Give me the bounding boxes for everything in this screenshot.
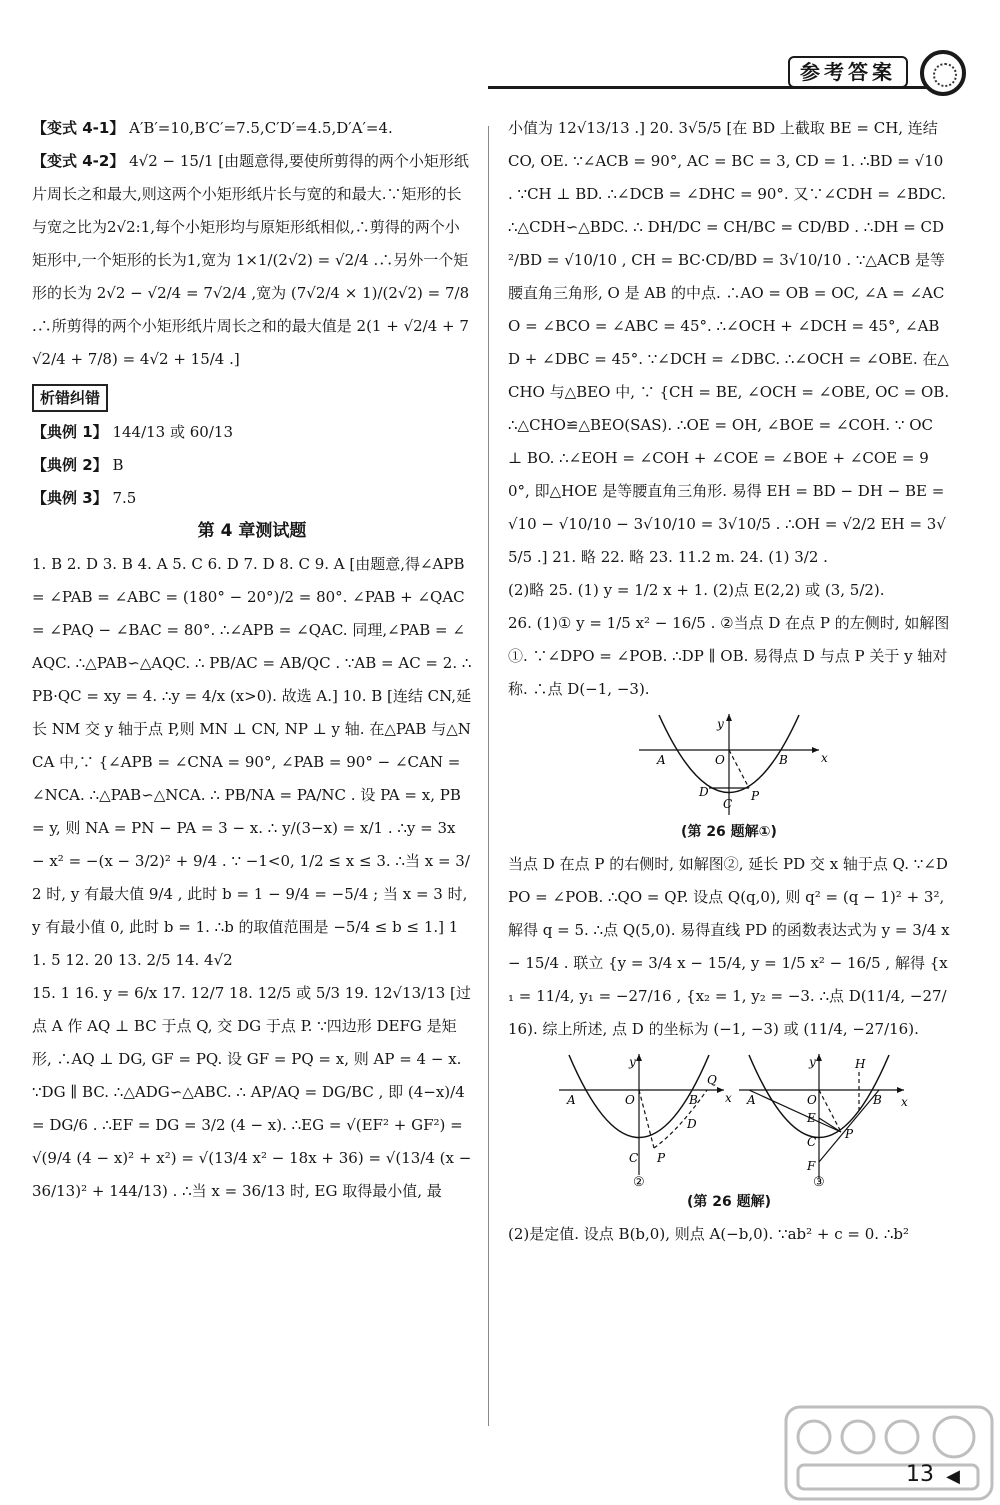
fig1-c-label: C [723, 797, 733, 811]
example-1 [32, 416, 472, 449]
right-column [508, 112, 950, 1251]
example-2-text: B [112, 456, 124, 474]
fig1-p-label: P [751, 789, 760, 803]
fig3-e-label: E [807, 1111, 816, 1125]
fig3-p-label: P [845, 1127, 854, 1141]
watermark-logo [784, 1405, 994, 1501]
fig3-a-label: A [747, 1093, 756, 1107]
fig1-o-label: O [715, 753, 725, 767]
test-answers-1-14: 1. B 2. D 3. B 4. A 5. C 6. D 7. D 8. C 9. A [由题意,得∠APB = ∠PAB = ∠ABC = (180° − 20°)/2 = 80°. ∠PAB + ∠QAC = ∠PAQ − ∠BAC = 80°. ∴∠APB = ∠QAC. 同理,∠PAB = ∠AQC. ∴△PAB∽△AQC. ∴ PB/AC = AB/QC . ∵AB = AC = 2. ∴PB·QC = xy = 4. ∴y = 4/x (x>0). 故选 A.] 10. B [连结 CN,延长 NM 交 y 轴于点 P,则 MN ⊥ CN, NP ⊥ y 轴. 在△PAB 与△NCA 中,∵ {∠APB = ∠CNA = 90°, ∠PAB = 90° − ∠CAN = ∠NCA. ∴△PAB∽△NCA. ∴ PB/NA = PA/NC . 设 PA = x, PB = y, 则 NA = PN − PA = 3 − x. ∴ y/(3−x) = x/1 . ∴y = 3x − x² = −(x − 3/2)² + 9/4 . ∵ −1<0, 1/2 ≤ x ≤ 3. ∴当 x = 3/2 时, y 有最大值 9/4 , 此时 b = 1 − 9/4 = −5/4 ; 当 x = 3 时, y 有最小值 0, 此时 b = 1. ∴b 的取值范围是 −5/4 ≤ b ≤ 1.] 11. 5 12. 20 13. 2/5 14. 4√2 [32, 555, 472, 969]
fig3-number-label: ③ [813, 1175, 825, 1190]
answer-26-part1: 26. (1)① y = 1/5 x² − 16/5 . ②当点 D 在点 P 的左侧时, 如解图①. ∵∠DPO = ∠POB. ∴DP ∥ OB. 易得点 D 与点 P 关于 y 轴对称. ∴点 D(−1, −3). [508, 614, 950, 698]
fig3-y-label: y [809, 1055, 816, 1069]
answer-26-part3: (2)是定值. 设点 B(b,0), 则点 A(−b,0). ∵ab² + c = 0. ∴b² [508, 1225, 910, 1243]
variant-4-2-tag: 【变式 4-2】 [32, 152, 125, 170]
example-3 [32, 482, 472, 515]
figure-26-2-3 [508, 1050, 950, 1214]
left-column [32, 112, 472, 1208]
fig3-o-label: O [807, 1093, 817, 1107]
fig1-y-label: y [717, 717, 724, 731]
figure-26-1 [508, 710, 950, 844]
chapter-4-test-title: 第 4 章测试题 [197, 521, 307, 541]
fig2-q-label: Q [707, 1073, 717, 1087]
variant-4-1-tag: 【变式 4-1】 [32, 119, 125, 137]
diagram-3 [739, 1054, 908, 1190]
answer-26-part2: 当点 D 在点 P 的右侧时, 如解图②, 延长 PD 交 x 轴于点 Q. ∵∠DPO = ∠POB. ∴QO = QP. 设点 Q(q,0), 则 q² = (q − 1)² + 3², 解得 q = 5. ∴点 Q(5,0). 易得直线 PD 的函数表达式为 y = 3/4 x − 15/4 . 联立 {y = 3/4 x − 15/4, y = 1/5 x² − 16/5 , 解得 {x₁ = 11/4, y₁ = −27/16 , {x₂ = 1, y₂ = −3. ∴点 D(11/4, −27/16). 综上所述, 点 D 的坐标为 (−1, −3) 或 (11/4, −27/16). [508, 855, 950, 1038]
parabola-diagram-1 [629, 710, 829, 820]
fig2-d-label: D [687, 1117, 697, 1131]
fig2-b-label: B [689, 1093, 698, 1107]
fig1-a-label: A [657, 753, 666, 767]
fig1-x-label: x [821, 751, 828, 765]
diagram-2 [559, 1054, 732, 1190]
test-answers-15-19: 15. 1 16. y = 6/x 17. 12/7 18. 12/5 或 5/3 19. 12√13/13 [过点 A 作 AQ ⊥ BC 于点 Q, 交 DG 于点 P. ∵四边形 DEFG 是矩形, ∴AQ ⊥ DG, GF = PQ. 设 GF = PQ = x, 则 AP = 4 − x. ∵DG ∥ BC. ∴△ADG∽△ABC. ∴ AP/AQ = DG/BC , 即 (4−x)/4 = DG/6 . ∴EF = DG = 3/2 (4 − x). ∴EG = √(EF² + GF²) = √(9/4 (4 − x)² + x²) = √(13/4 x² − 18x + 36) = √(13/4 (x − 36/13)² + 144/13) . ∴当 x = 36/13 时, EG 取得最小值, 最 [32, 984, 472, 1200]
example-2-tag: 【典例 2】 [32, 456, 108, 474]
column-divider [488, 126, 489, 1426]
variant-4-1 [32, 112, 472, 145]
fig2-y-label: y [629, 1055, 636, 1069]
variant-4-1-text: A′B′=10,B′C′=7.5,C′D′=4.5,D′A′=4. [129, 119, 393, 137]
page-number: 13 [906, 1462, 934, 1487]
fig1-b-label: B [779, 753, 788, 767]
answers-19-24: 小值为 12√13/13 .] 20. 3√5/5 [在 BD 上截取 BE = CH, 连结 CO, OE. ∵∠ACB = 90°, AC = BC = 3, CD = 1. ∴BD = √10 . ∵CH ⊥ BD. ∴∠DCB = ∠DHC = 90°. 又∵∠CDH = ∠BDC. ∴△CDH∽△BDC. ∴ DH/DC = CH/BC = CD/BD . ∴DH = CD²/BD = √10/10 , CH = BC·CD/BD = 3√10/10 . ∵△ACB 是等腰直角三角形, O 是 AB 的中点. ∴AO = OB = OC, ∠A = ∠ACO = ∠BCO = ∠ABC = 45°. ∴∠OCH + ∠DCH = 45°, ∠ABD + ∠DBC = 45°. ∵∠DCH = ∠DBC. ∴∠OCH = ∠OBE. 在△CHO 与△BEO 中, ∵ {CH = BE, ∠OCH = ∠OBE, OC = OB. ∴△CHO≌△BEO(SAS). ∴OE = OH, ∠BOE = ∠COH. ∵ OC ⊥ BO. ∴∠EOH = ∠COH + ∠COE = ∠BOE + ∠COE = 90°, 即△HOE 是等腰直角三角形. 易得 EH = BD − DH − BE = √10 − √10/10 − 3√10/10 = 3√10/5 . ∴OH = √2/2 EH = 3√5/5 .] 21. 略 22. 略 23. 11.2 m. 24. (1) 3/2 . [508, 119, 950, 566]
fig2-x-label: x [725, 1091, 732, 1105]
answer-25: (2)略 25. (1) y = 1/2 x + 1. (2)点 E(2,2) 或 (3, 5/2). [508, 581, 885, 599]
fig3-h-label: H [855, 1057, 866, 1071]
fig3-f-label: F [807, 1159, 816, 1173]
fig2-a-label: A [567, 1093, 576, 1107]
header-emblem-icon [920, 50, 966, 96]
fig1-d-label: D [699, 785, 709, 799]
fig2-o-label: O [625, 1093, 635, 1107]
example-1-tag: 【典例 1】 [32, 423, 108, 441]
variant-4-2-text: 4√2 − 15/1 [由题意得,要使所剪得的两个小矩形纸片周长之和最大,则这两个小矩形纸片长与宽的和最大.∵矩形的长与宽之比为2√2:1,每个小矩形均与原矩形纸相似,∴剪得的两个小矩形中,一个矩形的长为1,宽为 1×1/(2√2) = √2/4 .∴另外一个矩形的长为 2√2 − √2/4 = 7√2/4 ,宽为 (7√2/4 × 1)/(2√2) = 7/8 .∴所剪得的两个小矩形纸片周长之和的最大值是 2(1 + √2/4 + 7√2/4 + 7/8) = 4√2 + 15/4 .] [32, 152, 470, 368]
example-1-text: 144/13 或 60/13 [112, 423, 233, 441]
fig3-c-label: C [807, 1135, 817, 1149]
page-arrow-icon: ◀ [946, 1466, 960, 1487]
figure-26-2-caption: (第 26 题解) [686, 1194, 772, 1210]
parabola-diagrams-2-3 [549, 1050, 909, 1190]
header-badge: 参考答案 [788, 56, 908, 88]
example-2 [32, 449, 472, 482]
fig2-p-label: P [657, 1151, 666, 1165]
fig3-x-label: x [901, 1095, 908, 1109]
fig2-number-label: ② [633, 1175, 645, 1190]
variant-4-2 [32, 145, 472, 376]
error-analysis-title: 析错纠错 [32, 384, 108, 412]
fig2-c-label: C [629, 1151, 639, 1165]
fig3-b-label: B [873, 1093, 882, 1107]
example-3-text: 7.5 [112, 489, 137, 507]
example-3-tag: 【典例 3】 [32, 489, 108, 507]
figure-26-1-caption: (第 26 题解①) [681, 824, 777, 840]
